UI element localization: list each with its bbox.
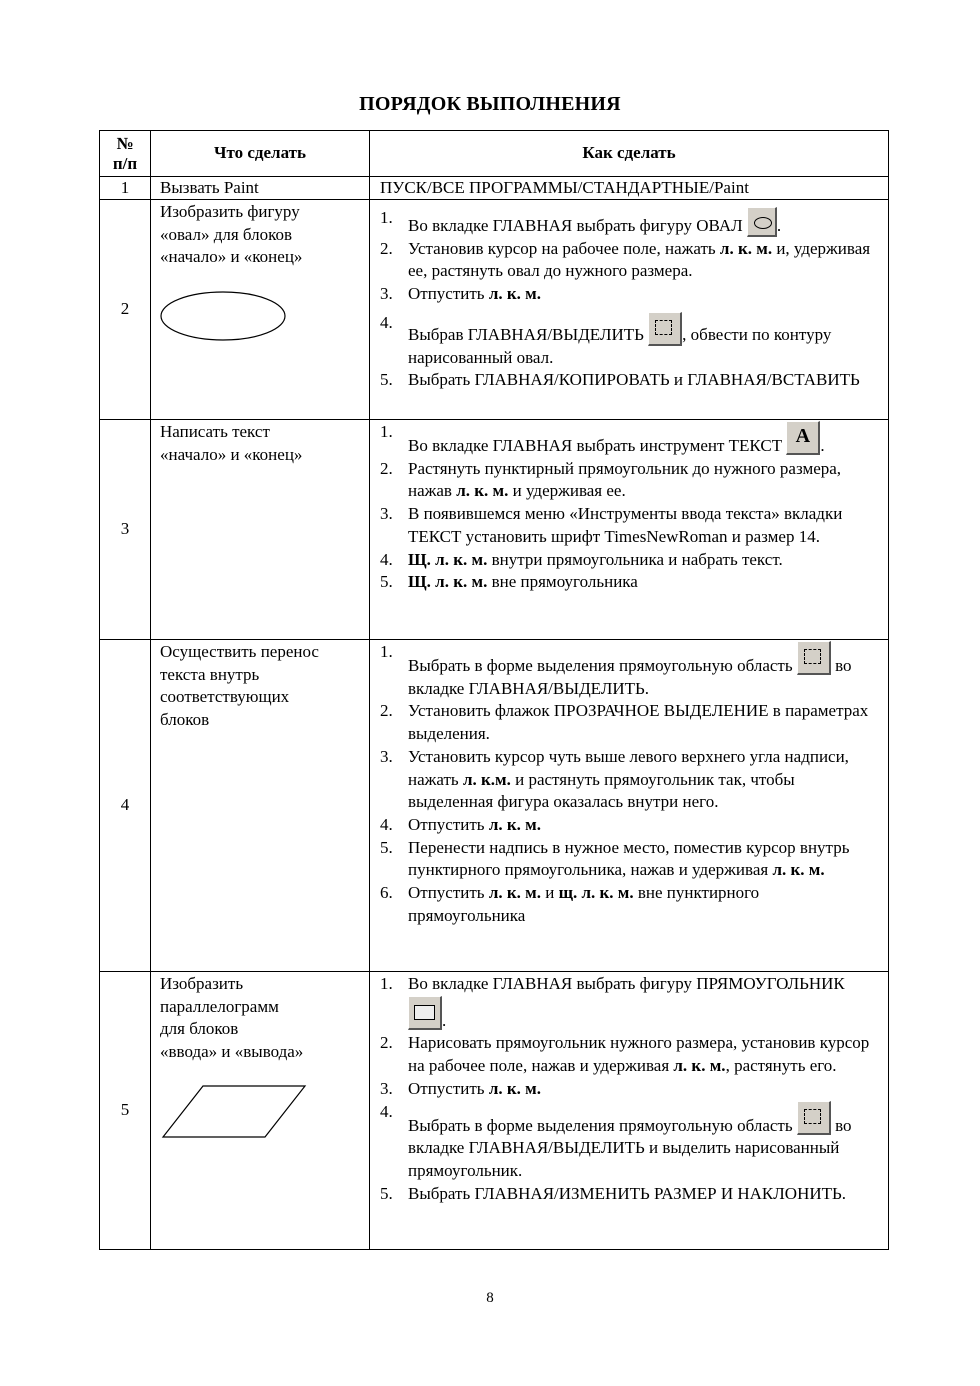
row-number: 2 [100,200,151,420]
header-num-line1: № [116,133,134,153]
text-line: соответствующих [160,687,290,707]
step-item: 4. Выбрав ГЛАВНАЯ/ВЫДЕЛИТЬ , обвести по контуру нарисованный овал. [380,312,832,367]
steps-list [380,207,878,392]
step-item: 6. Отпустить л. к. м. и щ. л. к. м. вне пунктирного прямоугольника [380,883,760,925]
table-header-row [100,131,889,177]
text-line: Написать текст [160,422,270,441]
header-what: Что сделать [151,131,370,177]
select-icon[interactable] [797,1101,831,1135]
step-item: 4. Отпустить л. к. м. [380,814,541,834]
header-num-line2: п/п [112,153,138,173]
text-line: «начало» и «конец» [160,444,303,464]
oval-shape-icon[interactable] [747,207,777,237]
steps-list [380,421,878,594]
step-item: 5. Щ. л. к. м. вне прямоугольника [380,572,638,592]
table-row [100,640,889,972]
row-how [370,972,889,1250]
step-item: 2. Нарисовать прямоугольник нужного размера, установив курсор на рабочее поле, нажав и удерживая л. к. м., растянуть его. [380,1033,870,1076]
row-how [370,420,889,640]
header-how: Как сделать [370,131,889,177]
procedure-table [99,130,889,1250]
step-item: 2. Установив курсор на рабочее поле, нажать л. к. м. и, удерживая ее, растянуть овал до нужного размера. [380,238,871,281]
step-item: 1. Во вкладке ГЛАВНАЯ выбрать инструмент ТЕКСТ A . [380,422,825,455]
step-item: 5. Перенести надпись в нужное место, поместив курсор внутрь пунктирного прямоугольника, нажав и удерживая л. к. м. [380,837,850,880]
steps-list [380,973,878,1205]
text-line: блоков [160,710,210,730]
row-what: Вызвать Paint [151,177,370,200]
select-icon[interactable] [648,312,682,346]
text-line: для блоков [160,1019,239,1039]
row-what [151,420,370,640]
step-item: 2. Растянуть пунктирный прямоугольник до нужного размера, нажав л. к. м. и удерживая ее. [380,458,842,501]
text-line: «ввода» и «вывода» [160,1042,304,1062]
text-line: «начало» и «конец» [160,247,303,267]
text-line: Изобразить [160,974,244,993]
step-item: 3. Отпустить л. к. м. [380,1078,541,1098]
row-number: 4 [100,640,151,972]
text-line: текста внутрь [160,664,260,684]
text-line: «овал» для блоков [160,224,293,244]
row-number: 3 [100,420,151,640]
step-item: 5. Выбрать ГЛАВНАЯ/ИЗМЕНИТЬ РАЗМЕР И НАКЛОНИТЬ. [380,1183,847,1203]
row-how [370,200,889,420]
text-tool-icon[interactable]: A [786,421,820,455]
step-item: 4. Выбрать в форме выделения прямоугольную область во вкладке ГЛАВНАЯ/ВЫДЕЛИТЬ и выделить нарисованный прямоугольник. [380,1101,852,1180]
header-num [100,131,151,177]
steps-list [380,641,878,927]
step-item: 1. Во вкладке ГЛАВНАЯ выбрать фигуру ОВАЛ . [380,208,782,235]
step-item: 5. Выбрать ГЛАВНАЯ/КОПИРОВАТЬ и ГЛАВНАЯ/ВСТАВИТЬ [380,370,860,390]
parallelogram-illustration [160,1082,310,1142]
table-row [100,177,889,200]
select-icon[interactable] [797,641,831,675]
row-how: ПУСК/ВСЕ ПРОГРАММЫ/СТАНДАРТНЫЕ/Paint [370,177,889,200]
step-item: 1. Выбрать в форме выделения прямоугольную область во вкладке ГЛАВНАЯ/ВЫДЕЛИТЬ. [380,642,852,698]
text-line: Изобразить фигуру [160,202,300,221]
step-item: 3. В появившемся меню «Инструменты ввода текста» вкладки ТЕКСТ установить шрифт TimesNewRoman и размер 14. [380,504,843,546]
table-row [100,420,889,640]
table-row [100,972,889,1250]
oval-illustration [160,285,290,345]
row-number: 5 [100,972,151,1250]
step-item: 2. Установить флажок ПРОЗРАЧНОЕ ВЫДЕЛЕНИЕ в параметрах выделения. [380,701,869,744]
table-row [100,200,889,420]
text-line: параллелограмм [160,996,279,1016]
text-line: Осуществить перенос [160,642,319,661]
page-number: 8 [486,1290,494,1306]
rectangle-shape-icon[interactable] [408,996,442,1030]
step-item: 1. Во вкладке ГЛАВНАЯ выбрать фигуру ПРЯМОУГОЛЬНИК . [380,974,845,1030]
row-what [151,972,370,1250]
step-item: 3. Установить курсор чуть выше левого верхнего угла надписи, нажать л. к.м. и растянуть прямоугольник так, чтобы выделенная фигура оказалась внутри него. [380,746,849,812]
page-title: ПОРЯДОК ВЫПОЛНЕНИЯ [359,93,621,115]
step-item: 4. Щ. л. к. м. внутри прямоугольника и набрать текст. [380,549,783,569]
row-how [370,640,889,972]
row-what [151,640,370,972]
row-what [151,200,370,420]
step-item: 3. Отпустить л. к. м. [380,284,541,304]
row-number: 1 [100,177,151,200]
